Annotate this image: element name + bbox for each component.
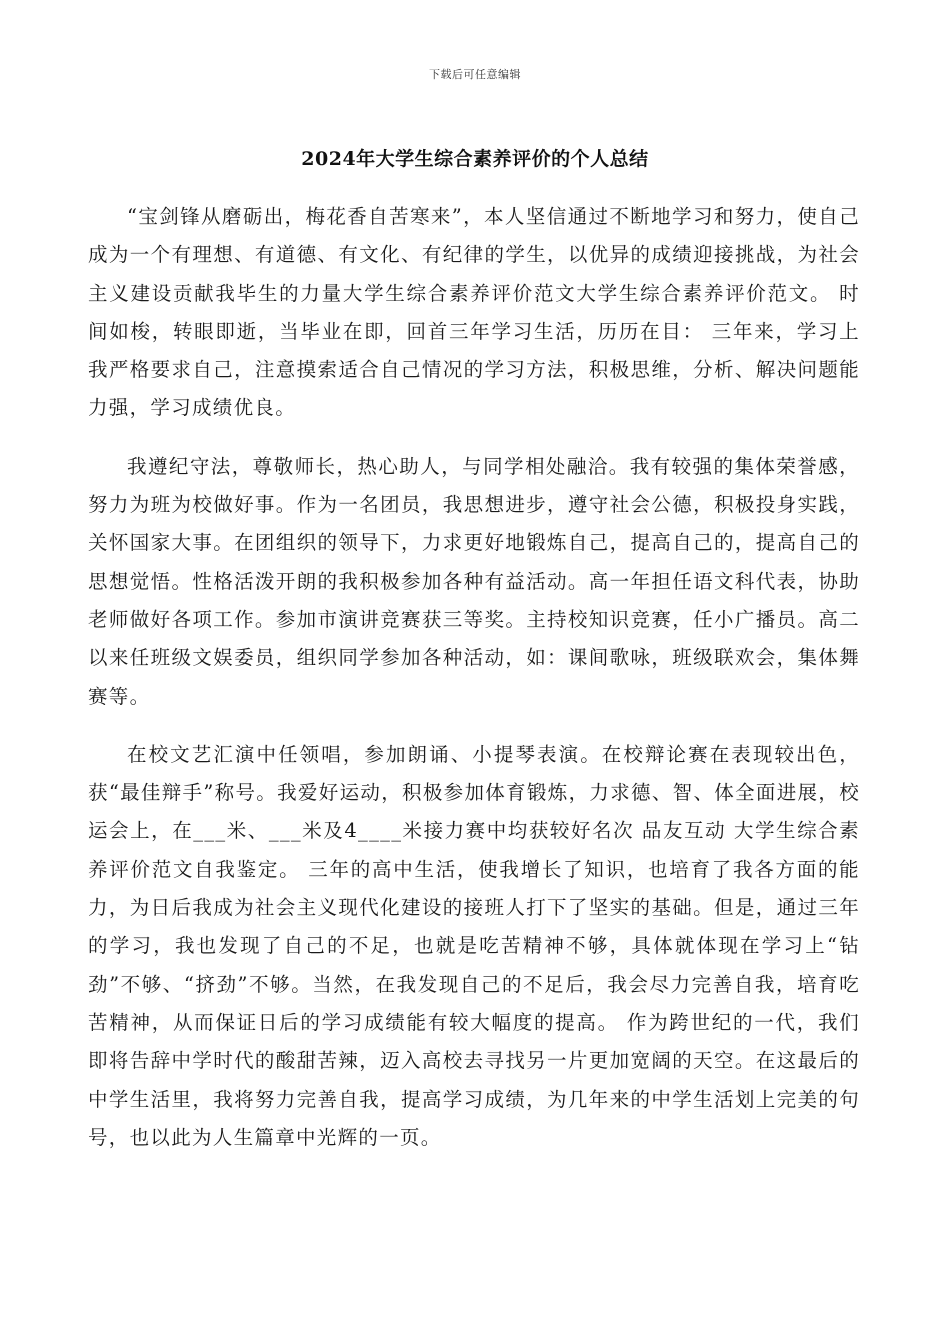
header-note: 下载后可任意编辑 [429,68,521,81]
document-body [88,198,860,1157]
document-title: 2024年大学生综合素养评价的个人总结 [301,148,649,170]
paragraph-3: 在校文艺汇演中任领唱，参加朗诵、小提琴表演。在校辩论赛在表现较出色，获“最佳辩手”称号。我爱好运动，积极参加体育锻炼，力求德、智、体全面进展，校运会上，在___米、___米及4____米接力赛中均获较好名次 品友互动 大学生综合素养评价范文自我鉴定。 三年的高中生活，使我增长了知识，也培育了我各方面的能力，为日后我成为社会主义现代化建设的接班人打下了坚实的基础。但是，通过三年的学习，我也发现了自己的不足，也就是吃苦精神不够，具体就体现在学习上“钻劲”不够、“挤劲”不够。当然，在我发现自己的不足后，我会尽力完善自我，培育吃苦精神，从而保证日后的学习成绩能有较大幅度的提高。 作为跨世纪的一代，我们即将告辞中学时代的酸甜苦辣，迈入高校去寻找另一片更加宽阔的天空。在这最后的中学生活里，我将努力完善自我，提高学习成绩，为几年来的中学生活划上完美的句号，也以此为人生篇章中光辉的一页。 [88,742,860,1149]
paragraph-2: 我遵纪守法，尊敬师长，热心助人，与同学相处融洽。我有较强的集体荣誉感，努力为班为校做好事。作为一名团员，我思想进步，遵守社会公德，积极投身实践，关怀国家大事。在团组织的领导下，力求更好地锻炼自己，提高自己的，提高自己的思想觉悟。性格活泼开朗的我积极参加各种有益活动。高一年担任语文科代表，协助老师做好各项工作。参加市演讲竞赛获三等奖。主持校知识竞赛，任小广播员。高二以来任班级文娱委员，组织同学参加各种活动，如：课间歌咏，班级联欢会，集体舞赛等。 [88,454,860,708]
paragraph-1: “宝剑锋从磨砺出，梅花香自苦寒来”，本人坚信通过不断地学习和努力，使自己成为一个有理想、有道德、有文化、有纪律的学生，以优异的成绩迎接挑战，为社会主义建设贡献我毕生的力量大学生综合素养评价范文大学生综合素养评价范文。 时间如梭，转眼即逝，当毕业在即，回首三年学习生活，历历在目： 三年来，学习上我严格要求自己，注意摸索适合自己情况的学习方法，积极思维，分析、解决问题能力强，学习成绩优良。 [88,205,860,420]
